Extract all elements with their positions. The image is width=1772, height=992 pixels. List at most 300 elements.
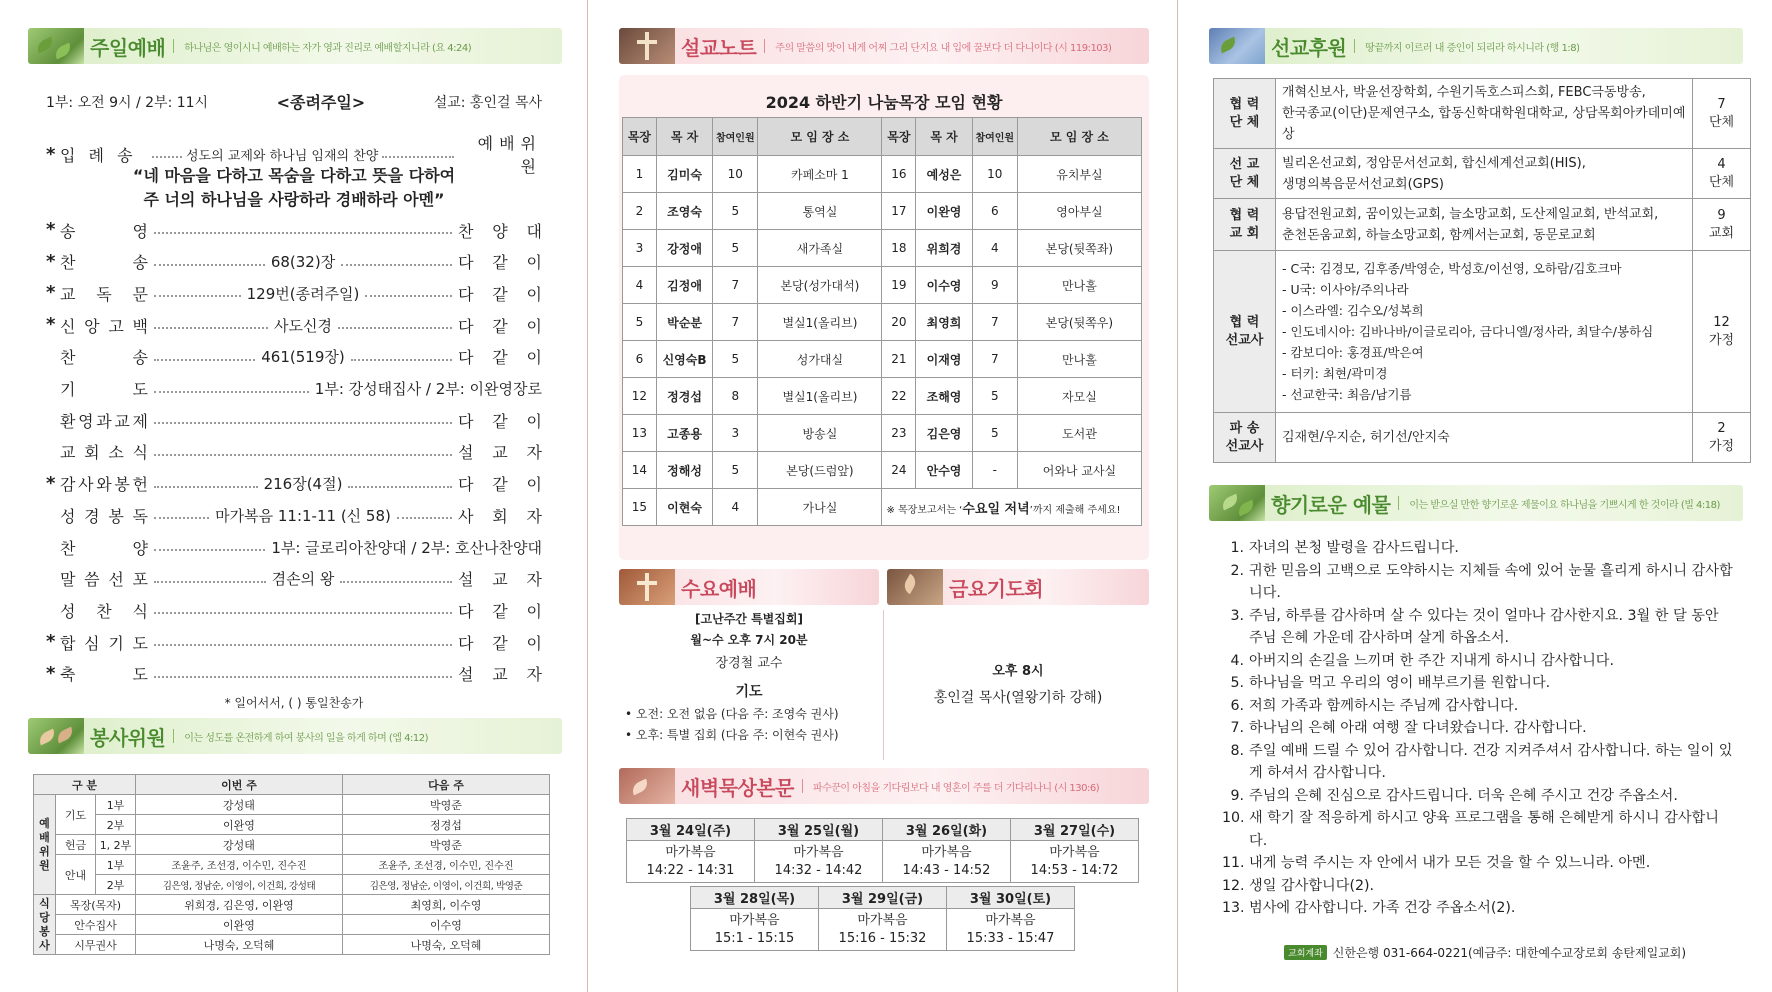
wednesday-header bbox=[619, 569, 879, 605]
cell: 가나실 bbox=[758, 489, 882, 526]
letter: 이 bbox=[526, 348, 542, 368]
table-row bbox=[623, 193, 1142, 230]
friday-info bbox=[887, 660, 1149, 707]
order-who bbox=[458, 631, 542, 654]
category-cell bbox=[1214, 199, 1276, 251]
order-name bbox=[60, 599, 148, 622]
letter: 찬 bbox=[60, 538, 76, 558]
count-line: 2 bbox=[1717, 420, 1726, 436]
divider bbox=[173, 39, 174, 53]
letter: 이 bbox=[526, 316, 542, 336]
mission-header bbox=[1209, 28, 1743, 64]
cell: 카페소마 1 bbox=[758, 156, 882, 193]
order-item bbox=[46, 661, 542, 687]
table-row bbox=[627, 841, 1139, 883]
letter: 와 bbox=[96, 475, 112, 495]
this-week: 이완영 bbox=[136, 915, 343, 935]
divider bbox=[1354, 39, 1355, 53]
letter: 앙 bbox=[84, 316, 100, 336]
letter: 같 bbox=[492, 316, 508, 336]
table-row bbox=[623, 156, 1142, 193]
order-item bbox=[46, 597, 542, 623]
letter: 경 bbox=[84, 506, 100, 526]
table-row bbox=[34, 795, 550, 815]
list-item bbox=[1222, 672, 1734, 695]
letter: 설 bbox=[458, 443, 474, 463]
item-text: 생일 감사합니다(2). bbox=[1249, 877, 1375, 894]
body-line: 김재현/우지순, 허기선/안지숙 bbox=[1282, 430, 1450, 445]
table-row bbox=[1214, 251, 1751, 413]
cell: 5 bbox=[623, 304, 657, 341]
divider bbox=[173, 729, 174, 743]
section-title: 향기로운 예물 bbox=[1271, 492, 1391, 517]
letter: 헌 bbox=[132, 475, 148, 495]
col-header: 목장 bbox=[623, 118, 657, 156]
letter: 같 bbox=[492, 411, 508, 431]
letter: 설 bbox=[458, 665, 474, 685]
letter: 백 bbox=[132, 316, 148, 336]
body-line: 생명의복음문서선교회(GPS) bbox=[1282, 176, 1444, 192]
order-who: 예배위원 bbox=[477, 134, 542, 176]
dawn-table-2 bbox=[690, 886, 1075, 951]
order-name bbox=[60, 536, 148, 559]
section-title: 설교노트 bbox=[681, 35, 757, 60]
worship-header bbox=[28, 28, 562, 64]
letter: 송 bbox=[60, 221, 76, 241]
cell: 어와나 교사실 bbox=[1017, 452, 1141, 489]
list-item bbox=[1222, 807, 1734, 852]
order-name: 입 례 송 bbox=[60, 145, 137, 165]
cell: 22 bbox=[882, 378, 916, 415]
cell: 3 bbox=[623, 230, 657, 267]
section-title: 금요기도회 bbox=[949, 576, 1044, 601]
order-detail: 1부: 글로리아찬양대 / 2부: 호산나찬양대 bbox=[271, 538, 542, 557]
count-cell bbox=[1693, 251, 1751, 413]
this-week: 김은영, 정남순, 이영이, 이건희, 강성태 bbox=[136, 875, 343, 895]
cell: 성가대실 bbox=[758, 341, 882, 378]
cross-icon bbox=[619, 28, 675, 64]
body-cell bbox=[1276, 149, 1693, 199]
item-number: 6. bbox=[1230, 697, 1244, 714]
leader-dots bbox=[382, 156, 454, 158]
section-title: 수요예배 bbox=[681, 576, 757, 601]
date-cell: 3월 30일(토) bbox=[947, 887, 1075, 909]
cell: 1 bbox=[623, 156, 657, 193]
body-line: - U국: 이사야/주의나라 bbox=[1282, 282, 1409, 297]
category-line: 선교사 bbox=[1225, 332, 1264, 348]
category-line: 선교사 bbox=[1225, 438, 1264, 454]
letter: 대 bbox=[526, 221, 542, 241]
order-who bbox=[458, 314, 542, 337]
group-label bbox=[34, 795, 56, 895]
offering-header bbox=[1209, 485, 1743, 521]
letter: 교 bbox=[492, 570, 508, 590]
flower-icon bbox=[1209, 28, 1265, 64]
letter: 다 bbox=[458, 633, 474, 653]
leader-dots bbox=[154, 391, 309, 393]
cell: 5 bbox=[713, 341, 758, 378]
letter: 찬 bbox=[458, 221, 474, 241]
table-row bbox=[34, 875, 550, 895]
table-row bbox=[691, 887, 1075, 909]
section-verse: 주의 말씀의 맛이 내게 어찌 그리 단지요 내 입에 꿀보다 더 다니이다 (시 119:103) bbox=[775, 42, 1112, 54]
cell: 7 bbox=[713, 267, 758, 304]
letter: 교 bbox=[60, 443, 76, 463]
wed-prayer-am: • 오전: 오전 없음 (다음 주: 조영숙 권사) bbox=[625, 707, 839, 721]
list-item bbox=[1222, 875, 1734, 898]
list-item bbox=[1222, 785, 1734, 808]
note-pre: ※ 목장보고서는 ‘ bbox=[886, 504, 963, 516]
letter: 찬 bbox=[96, 601, 112, 621]
cell: 통역실 bbox=[758, 193, 882, 230]
letter: 성 bbox=[60, 601, 76, 621]
order-detail: 1부: 강성태집사 / 2부: 이완영장로 bbox=[314, 380, 542, 398]
reading-cell bbox=[883, 841, 1011, 883]
cell: 본당(드럼앞) bbox=[758, 452, 882, 489]
table-row bbox=[691, 909, 1075, 951]
table-header-row bbox=[623, 118, 1142, 156]
table-row bbox=[623, 452, 1142, 489]
letter: 같 bbox=[492, 633, 508, 653]
order-name bbox=[60, 567, 148, 590]
order-who bbox=[458, 504, 542, 527]
letter: 이 bbox=[526, 475, 543, 495]
order-who bbox=[458, 440, 542, 463]
order-detail: 68(32)장 bbox=[270, 253, 336, 272]
divider bbox=[1398, 496, 1399, 510]
letter: 회 bbox=[492, 506, 508, 526]
col-header: 참여인원 bbox=[713, 118, 758, 156]
section-title: 선교후원 bbox=[1271, 35, 1347, 60]
cell: 본당(성가대석) bbox=[758, 267, 882, 304]
category-cell bbox=[1214, 251, 1276, 413]
category-cell bbox=[1214, 79, 1276, 149]
col-header: 참여인원 bbox=[972, 118, 1017, 156]
order-item bbox=[46, 629, 542, 655]
body-line: - 선교한국: 최음/남기름 bbox=[1282, 387, 1412, 402]
this-week: 나명숙, 오덕혜 bbox=[136, 935, 343, 955]
leader-dots bbox=[397, 517, 452, 519]
letter: 환 bbox=[60, 411, 76, 431]
divider bbox=[764, 39, 765, 53]
letter: 다 bbox=[458, 284, 474, 304]
order-name bbox=[60, 472, 148, 495]
reading-cell bbox=[755, 841, 883, 883]
letter: 이 bbox=[526, 284, 543, 304]
cell: 19 bbox=[882, 267, 916, 304]
table-row bbox=[623, 341, 1142, 378]
next-week: 김은영, 정남순, 이영이, 이건희, 박영준 bbox=[343, 875, 550, 895]
letter: 양 bbox=[132, 538, 148, 558]
item-text: 아버지의 손길을 느끼며 한 주간 지내게 하시니 감사합니다. bbox=[1249, 652, 1615, 669]
category-line: 선 교 bbox=[1229, 156, 1260, 172]
letter: 같 bbox=[492, 348, 508, 368]
order-who bbox=[458, 345, 542, 368]
letter: 다 bbox=[458, 348, 474, 368]
cell: 김미숙 bbox=[656, 156, 712, 193]
this-week: 강성태 bbox=[136, 835, 343, 855]
next-week: 최영희, 이수영 bbox=[343, 895, 550, 915]
cell: 5 bbox=[972, 378, 1017, 415]
cell: 6 bbox=[972, 193, 1017, 230]
col-header: 모 임 장 소 bbox=[758, 118, 882, 156]
cell: 16 bbox=[882, 156, 916, 193]
letter: 씀 bbox=[84, 570, 100, 590]
cell: 새가족실 bbox=[758, 230, 882, 267]
order-name bbox=[60, 345, 148, 368]
cell: 조해영 bbox=[916, 378, 972, 415]
body-line: 빌리온선교회, 정암문서선교회, 합신세계선교회(HIS), bbox=[1282, 155, 1586, 171]
letter: 기 bbox=[60, 380, 76, 399]
row-sub: 2부 bbox=[96, 875, 136, 895]
letter: 회 bbox=[84, 443, 100, 463]
cell: 7 bbox=[713, 304, 758, 341]
cell: 15 bbox=[623, 489, 657, 526]
cell: 이현숙 bbox=[656, 489, 712, 526]
row-sub: 1부 bbox=[96, 855, 136, 875]
cell: 유치부실 bbox=[1017, 156, 1141, 193]
body-line: - 인도네시아: 김바나바/이글로리아, 금다니엘/정사라, 최달수/봉하심 bbox=[1282, 324, 1654, 339]
order-item bbox=[46, 312, 542, 338]
reading-book: 마가복음 bbox=[985, 912, 1036, 928]
cell: 최영희 bbox=[916, 304, 972, 341]
cell: 21 bbox=[882, 341, 916, 378]
bank-account bbox=[1284, 944, 1686, 961]
order-name bbox=[60, 219, 148, 242]
count-line: 가정 bbox=[1708, 438, 1735, 454]
letter: 심 bbox=[84, 633, 100, 653]
item-text: 하나님의 은혜 아래 여행 잘 다녀왔습니다. 감사합니다. bbox=[1249, 720, 1587, 736]
letter: 영 bbox=[78, 411, 94, 431]
letter: 영 bbox=[132, 221, 148, 241]
leader-dots bbox=[152, 156, 182, 158]
table-row bbox=[627, 819, 1139, 841]
item-text: 내게 능력 주시는 자 안에서 내가 모든 것을 할 수 있느니라. 아멘. bbox=[1249, 855, 1651, 871]
body-line: 춘천돈움교회, 하늘소망교회, 함께서는교회, 동문로교회 bbox=[1282, 227, 1596, 243]
order-name bbox=[60, 250, 148, 273]
item-number: 13. bbox=[1222, 900, 1245, 916]
section-verse: 땅끝까지 이르러 내 증인이 되리라 하시니라 (행 1:8) bbox=[1365, 42, 1580, 54]
date-cell: 3월 26일(화) bbox=[883, 819, 1011, 841]
table-row bbox=[623, 415, 1142, 452]
this-week: 위희경, 김은영, 이완영 bbox=[136, 895, 343, 915]
cell: 10 bbox=[713, 156, 758, 193]
letter: 교 bbox=[492, 443, 508, 463]
list-item bbox=[1222, 717, 1734, 740]
leader-dots bbox=[154, 581, 266, 583]
cross-icon bbox=[619, 569, 675, 605]
letter: 말 bbox=[60, 570, 76, 590]
leader-dots bbox=[154, 644, 452, 646]
column-divider bbox=[883, 610, 884, 760]
item-number: 5. bbox=[1230, 675, 1244, 691]
mission-table bbox=[1213, 78, 1751, 463]
reading-cell bbox=[1011, 841, 1139, 883]
cell: 안수영 bbox=[916, 452, 972, 489]
item-number: 9. bbox=[1230, 787, 1244, 804]
reading-verses: 15:16 - 15:32 bbox=[838, 930, 927, 946]
standing-mark: * bbox=[46, 250, 56, 272]
next-week: 정경섭 bbox=[343, 815, 550, 835]
note-bold: 수요일 저녁 bbox=[962, 501, 1030, 517]
item-number: 4. bbox=[1230, 652, 1244, 669]
category-cell bbox=[1214, 149, 1276, 199]
list-item bbox=[1222, 605, 1734, 650]
quote-line-2: 주 너의 하나님을 사랑하라 경배하라 아멘” bbox=[143, 190, 445, 209]
standing-mark: * bbox=[46, 282, 56, 304]
cell: 정경섭 bbox=[656, 378, 712, 415]
friday-header bbox=[887, 569, 1149, 605]
order-item bbox=[46, 376, 542, 402]
reading-verses: 14:32 - 14:42 bbox=[774, 862, 863, 878]
item-text: 새 학기 잘 적응하게 하시고 양육 프로그램을 통해 은혜받게 하시니 감사합니다. bbox=[1249, 810, 1719, 849]
letter: 식 bbox=[132, 601, 148, 621]
cell: 방송실 bbox=[758, 415, 882, 452]
order-item bbox=[46, 534, 542, 560]
reading-verses: 15:33 - 15:47 bbox=[966, 930, 1055, 946]
cell: 위희경 bbox=[916, 230, 972, 267]
letter: 이 bbox=[526, 411, 542, 431]
letter: 설 bbox=[458, 570, 474, 590]
group-label bbox=[34, 895, 56, 955]
cell: 별실1(올리브) bbox=[758, 378, 882, 415]
order-name bbox=[60, 631, 148, 654]
letter: 봉 bbox=[108, 506, 124, 526]
item-number: 7. bbox=[1230, 720, 1244, 736]
reading-book: 마가복음 bbox=[665, 844, 716, 860]
order-who bbox=[458, 662, 542, 685]
standing-mark: * bbox=[46, 143, 56, 165]
list-item bbox=[1222, 897, 1734, 920]
cell: 18 bbox=[882, 230, 916, 267]
letter: 과 bbox=[96, 411, 112, 431]
list-item bbox=[1222, 740, 1734, 785]
letter: 다 bbox=[458, 253, 474, 273]
category-line: 단 체 bbox=[1229, 174, 1260, 190]
body-line: - 이스라엘: 김수오/성복희 bbox=[1282, 303, 1424, 318]
category-line: 단 체 bbox=[1229, 114, 1260, 130]
letter: 자 bbox=[526, 506, 543, 526]
table-row bbox=[34, 815, 550, 835]
letter: 같 bbox=[492, 253, 508, 273]
col-header: 모 임 장 소 bbox=[1017, 118, 1141, 156]
letter: 같 bbox=[492, 601, 508, 621]
section-verse: 파수꾼이 아침을 기다림보다 내 영혼이 주를 더 기다리나니 (시 130:6) bbox=[812, 782, 1100, 794]
category-line: 협 력 bbox=[1229, 96, 1260, 112]
cell: 5 bbox=[713, 193, 758, 230]
body-cell bbox=[1276, 251, 1693, 413]
cell: 별실1(올리브) bbox=[758, 304, 882, 341]
section-title: 봉사위원 bbox=[90, 725, 166, 750]
row-label: 헌금 bbox=[56, 835, 96, 855]
col-header: 목장 bbox=[882, 118, 916, 156]
leader-dots bbox=[351, 359, 452, 361]
row-label: 안수집사 bbox=[56, 915, 136, 935]
cell: 만나홀 bbox=[1017, 341, 1141, 378]
service-info bbox=[46, 90, 542, 113]
standing-mark: * bbox=[46, 219, 56, 240]
cell: 7 bbox=[972, 304, 1017, 341]
bank-text: 신한은행 031-664-0221(예금주: 대한예수교장로회 송탄제일교회) bbox=[1332, 946, 1687, 960]
order-name bbox=[60, 409, 148, 432]
date-cell: 3월 29일(금) bbox=[819, 887, 947, 909]
letter: 고 bbox=[108, 316, 124, 336]
wed-speaker: 장경철 교수 bbox=[715, 656, 783, 671]
letter: 찬 bbox=[60, 253, 76, 273]
order-name bbox=[60, 314, 148, 337]
row-sub: 1부 bbox=[96, 795, 136, 815]
letter: 같 bbox=[492, 284, 508, 304]
letter: 교 bbox=[114, 411, 130, 431]
next-week: 이수영 bbox=[343, 915, 550, 935]
this-week: 조윤주, 조선경, 이수민, 진수진 bbox=[136, 855, 343, 875]
leader-dots bbox=[340, 581, 452, 583]
row-sub: 1, 2부 bbox=[96, 835, 136, 855]
leader-dots bbox=[154, 486, 258, 488]
category-line: 교 회 bbox=[1229, 225, 1260, 241]
leader-dots bbox=[154, 422, 452, 424]
wed-prayer-title: 기도 bbox=[735, 684, 763, 700]
count-line: 4 bbox=[1717, 156, 1726, 172]
reading-book: 마가복음 bbox=[857, 912, 908, 928]
fri-time: 오후 8시 bbox=[992, 664, 1044, 679]
leader-dots bbox=[154, 517, 209, 519]
standing-mark: * bbox=[46, 631, 56, 653]
order-name bbox=[60, 282, 148, 305]
cell: 24 bbox=[882, 452, 916, 489]
item-text: 하나님을 먹고 우리의 영이 배부르기를 원합니다. bbox=[1249, 675, 1551, 691]
report-note bbox=[882, 489, 1142, 526]
wed-line: [고난주간 특별집회] bbox=[695, 612, 803, 626]
cell: 신영숙B bbox=[656, 341, 712, 378]
letter: 기 bbox=[108, 633, 124, 653]
table-row bbox=[1214, 199, 1751, 251]
order-detail: 마가복음 11:1-11 (신 58) bbox=[215, 506, 391, 525]
count-line: 12 bbox=[1713, 314, 1730, 330]
item-number: 2. bbox=[1230, 562, 1244, 579]
letter: 포 bbox=[132, 570, 148, 590]
col-header: 구 분 bbox=[34, 775, 136, 795]
table-row bbox=[623, 489, 1142, 526]
item-text: 범사에 감사합니다. 가족 건강 주옵소서(2). bbox=[1249, 900, 1516, 916]
body-line: - 터키: 최현/곽미경 bbox=[1282, 366, 1388, 381]
letter: 도 bbox=[132, 665, 148, 685]
body-cell bbox=[1276, 79, 1693, 149]
cell: 본당(뒷쪽우) bbox=[1017, 304, 1141, 341]
cell: 7 bbox=[972, 341, 1017, 378]
section-verse: 이는 성도를 온전하게 하여 봉사의 일을 하게 하며 (엡 4:12) bbox=[184, 732, 429, 744]
letter: 교 bbox=[60, 284, 76, 304]
service-times: 1부: 오전 9시 / 2부: 11시 bbox=[46, 94, 209, 111]
letter: 같 bbox=[492, 475, 508, 495]
letter: 찬 bbox=[60, 348, 76, 368]
count-line: 7 bbox=[1717, 96, 1726, 112]
cell: 고종용 bbox=[656, 415, 712, 452]
table-row bbox=[623, 304, 1142, 341]
reading-verses: 14:22 - 14:31 bbox=[646, 862, 735, 878]
hands-icon bbox=[28, 718, 84, 754]
list-item bbox=[1222, 537, 1734, 560]
letter: 봉 bbox=[114, 475, 130, 495]
next-week: 조윤주, 조선경, 이수민, 진수진 bbox=[343, 855, 550, 875]
letter: 송 bbox=[132, 348, 148, 368]
cell: 만나홀 bbox=[1017, 267, 1141, 304]
standing-mark: * bbox=[46, 662, 56, 684]
row-label: 목장(목자) bbox=[56, 895, 136, 915]
meeting-table bbox=[622, 117, 1142, 526]
section-verse: 하나님은 영이시니 예배하는 자가 영과 진리로 예배할지니라 (요 4:24) bbox=[184, 42, 472, 54]
order-who bbox=[458, 250, 542, 273]
